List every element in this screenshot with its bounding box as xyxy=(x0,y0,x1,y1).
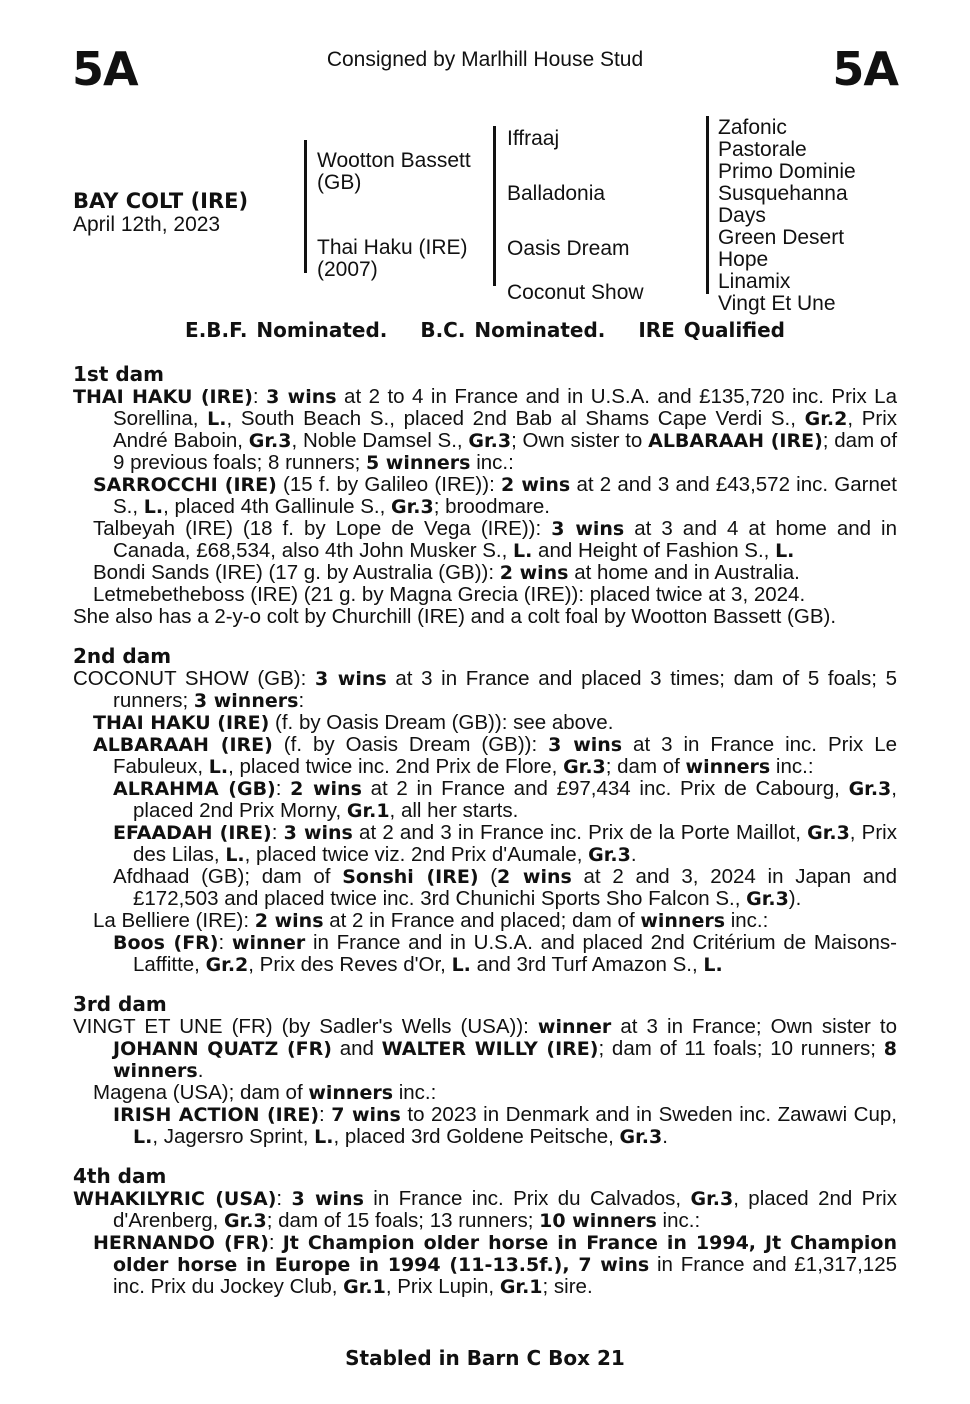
nominations-line xyxy=(0,318,970,342)
entry-text: at 2 and 3 and £43,572 inc. Garnet S., xyxy=(113,473,897,518)
entry-text: in France inc. Prix du Calvados, xyxy=(363,1187,691,1210)
horse-name: BAY COLT (IRE) xyxy=(73,189,249,213)
entry-text: COCONUT SHOW (GB): xyxy=(73,667,315,690)
pedigree-gen3-7: Hope xyxy=(718,248,769,271)
entry-text: ; sire. xyxy=(542,1275,593,1298)
pedigree-bracket-1 xyxy=(304,140,307,273)
entry-text: ; dam of 15 foals; 13 runners; xyxy=(266,1209,540,1232)
pedigree-gen3-4: Susquehanna xyxy=(718,182,848,205)
pedigree-entry xyxy=(73,1104,897,1148)
pedigree-dam-year: (2007) xyxy=(317,258,378,281)
entry-text: : xyxy=(275,777,291,800)
bold-text: Gr.3 xyxy=(619,1126,663,1148)
foaling-date: April 12th, 2023 xyxy=(73,213,221,236)
bold-text: 8 winners xyxy=(113,1038,897,1082)
bold-text: L. xyxy=(143,496,164,518)
section-title: 2nd dam xyxy=(73,644,172,668)
entry-text: , placed twice inc. 2nd Prix de Flore, xyxy=(228,755,564,778)
entry-text: at 3 in France and placed 3 times; dam of 5 foals; 5 runners; xyxy=(113,667,897,712)
entry-text: : xyxy=(271,821,284,844)
bold-text: THAI HAKU (IRE) xyxy=(73,386,253,408)
entry-text: : xyxy=(268,1231,283,1254)
pedigree-gen2-3: Oasis Dream xyxy=(507,237,630,260)
entry-text: ; Own sister to xyxy=(511,429,649,452)
bold-text: Gr.1 xyxy=(343,1276,386,1298)
bold-text: ALRAHMA (GB) xyxy=(113,778,276,800)
bold-text: 2 wins xyxy=(499,562,569,584)
entry-text: at 2 and 3 in France inc. Prix de la Porte Maillot, xyxy=(352,821,808,844)
entry-text: and xyxy=(331,1037,382,1060)
entry-text: , all her starts. xyxy=(389,799,519,822)
bold-text: Sonshi (IRE) xyxy=(342,866,479,888)
pedigree-entry xyxy=(73,1232,897,1298)
bold-text: Gr.3 xyxy=(224,1210,267,1232)
dam-section xyxy=(73,644,897,976)
bold-text: Gr.1 xyxy=(346,800,390,822)
dam-section xyxy=(73,992,897,1148)
bold-text: Boos (FR) xyxy=(113,932,219,954)
entry-text: at 3 in France inc. Prix Le Fabuleux, xyxy=(113,733,897,778)
entry-text: Bondi Sands (IRE) (17 g. by Australia (GB)): xyxy=(93,561,500,584)
entry-text: at 2 to 4 in France and in U.S.A. and £135,720 inc. Prix La Sorellina, xyxy=(113,385,897,430)
pedigree-gen3-5: Days xyxy=(718,204,766,227)
entry-text: Afdhaad (GB); dam of xyxy=(113,865,343,888)
entry-text: in France and in U.S.A. and placed 2nd Critérium de Maisons-Laffitte, xyxy=(133,931,897,976)
entry-text: , Prix des Reves d'Or, xyxy=(248,953,452,976)
pedigree-entry xyxy=(73,562,897,584)
pedigree-entry xyxy=(73,518,897,562)
bold-text: Gr.1 xyxy=(499,1276,543,1298)
bold-text: L. xyxy=(314,1126,334,1148)
pedigree-entry xyxy=(73,712,897,734)
bold-text: 3 wins xyxy=(548,734,623,756)
bold-text: Gr.3 xyxy=(807,822,850,844)
pedigree-gen2-4: Coconut Show xyxy=(507,281,644,304)
bold-text: WHAKILYRIC (USA) xyxy=(73,1188,277,1210)
pedigree-gen3-1: Zafonic xyxy=(718,116,787,139)
pedigree-entry xyxy=(73,606,897,628)
bold-text: SARROCCHI (IRE) xyxy=(93,474,277,496)
entry-text: , Prix des Lilas, xyxy=(133,821,897,866)
bold-text: 3 wins xyxy=(551,518,625,540)
pedigree-dam xyxy=(317,237,468,281)
bold-text: EFAADAH (IRE) xyxy=(113,822,272,844)
entry-text: ; dam of 9 previous foals; 8 runners; xyxy=(113,429,898,474)
bold-text: L. xyxy=(703,954,723,976)
pedigree-sire-name: Wootton Bassett xyxy=(317,149,471,172)
bold-text: 3 wins xyxy=(314,668,387,690)
entry-text: inc.: xyxy=(725,909,769,932)
bold-text: Gr.3 xyxy=(248,430,292,452)
bold-text: HERNANDO (FR) xyxy=(93,1232,269,1254)
entry-text: at 2 in France and placed; dam of xyxy=(323,909,641,932)
bold-text: Gr.3 xyxy=(563,756,606,778)
bold-text: Gr.2 xyxy=(205,954,249,976)
pedigree-dam-name: Thai Haku (IRE) xyxy=(317,236,468,259)
bold-text: 2 wins xyxy=(254,910,324,932)
entry-text: Talbeyah (IRE) (18 f. by Lope de Vega (IRE)): xyxy=(93,517,552,540)
pedigree-entry xyxy=(73,1016,897,1082)
entry-text: . xyxy=(630,843,637,866)
bold-text: 3 wins xyxy=(266,386,337,408)
entry-text: , South Beach S., placed 2nd Bab al Shams Cape Verdi S., xyxy=(226,407,805,430)
entry-text: inc.: xyxy=(656,1209,701,1232)
bold-text: winner xyxy=(537,1016,612,1038)
entry-text: : xyxy=(319,1103,332,1126)
bold-text: 3 wins xyxy=(283,822,353,844)
entry-text: , placed 3rd Goldene Peitsche, xyxy=(333,1125,620,1148)
bold-text: 3 wins xyxy=(291,1188,364,1210)
bold-text: IRISH ACTION (IRE) xyxy=(113,1104,320,1126)
bold-text: 2 wins xyxy=(500,474,571,496)
entry-text: at 3 in France; Own sister to xyxy=(611,1015,897,1038)
pedigree-entry xyxy=(73,386,897,474)
entry-text: at 3 and 4 at home and in Canada, £68,534, also 4th John Musker S., xyxy=(113,517,897,562)
entry-text: to 2023 in Denmark and in Sweden inc. Zawawi Cup, xyxy=(400,1103,897,1126)
lot-number-left: 5A xyxy=(72,42,138,96)
pedigree-gen3-2: Pastorale xyxy=(718,138,807,161)
section-title: 4th dam xyxy=(73,1164,167,1188)
entry-text: VINGT ET UNE (FR) (by Sadler's Wells (USA)): xyxy=(73,1015,538,1038)
pedigree-entry xyxy=(73,932,897,976)
pedigree-gen3-8: Linamix xyxy=(718,270,791,293)
dam-section xyxy=(73,362,897,628)
stabling-info: Stabled in Barn C Box 21 xyxy=(345,1346,625,1370)
bold-text: ALBARAAH (IRE) xyxy=(648,430,823,452)
bold-text: Gr.3 xyxy=(848,778,892,800)
entry-text: : xyxy=(252,385,267,408)
bold-text: winners xyxy=(640,910,726,932)
entry-text: ; broodmare. xyxy=(433,495,550,518)
entry-text: La Belliere (IRE): xyxy=(93,909,255,932)
bold-text: 3 winners xyxy=(193,690,299,712)
bold-text: L. xyxy=(208,756,229,778)
entry-text: (f. by Oasis Dream (GB)): xyxy=(272,733,549,756)
bold-text: L. xyxy=(133,1126,153,1148)
bold-text: winners xyxy=(685,756,771,778)
pedigree-entry xyxy=(73,584,897,606)
bold-text: ALBARAAH (IRE) xyxy=(93,734,273,756)
entry-text: , placed 2nd Prix Morny, xyxy=(133,777,897,822)
bold-text: JOHANN QUATZ (FR) xyxy=(113,1038,332,1060)
pedigree-gen3-9: Vingt Et Une xyxy=(718,292,836,315)
entry-text: She also has a 2-y-o colt by Churchill (IRE) and a colt foal by Wootton Bassett (GB). xyxy=(73,605,837,628)
bold-text: 2 wins xyxy=(497,866,572,888)
dam-section xyxy=(73,1164,897,1298)
entry-text: ). xyxy=(788,887,802,910)
bold-text: Gr.3 xyxy=(391,496,434,518)
pedigree-entry xyxy=(73,734,897,778)
entry-text: (15 f. by Galileo (IRE)): xyxy=(276,473,501,496)
lot-number-right: 5A xyxy=(832,42,898,96)
pedigree-entry xyxy=(73,1082,897,1104)
pedigree-gen3-list xyxy=(718,117,856,315)
pedigree-entry xyxy=(73,778,897,822)
entry-text: : xyxy=(298,689,305,712)
entry-text: and Height of Fashion S., xyxy=(532,539,776,562)
bold-text: WALTER WILLY (IRE) xyxy=(381,1038,599,1060)
pedigree-entry xyxy=(73,910,897,932)
bold-text: THAI HAKU (IRE) xyxy=(93,712,270,734)
entry-text: Magena (USA); dam of xyxy=(93,1081,309,1104)
bold-text: Jt Champion older horse in France in 1994, Jt Champion older horse in Europe in 1994 (11-13.5f.), 7 wins xyxy=(113,1232,897,1276)
entry-text: inc.: xyxy=(470,451,514,474)
pedigree-entry xyxy=(73,866,897,910)
entry-text: and 3rd Turf Amazon S., xyxy=(470,953,704,976)
bold-text: Gr.3 xyxy=(588,844,631,866)
nomination-ebf: E.B.F. Nominated. xyxy=(185,318,388,342)
entry-text: , placed 4th Gallinule S., xyxy=(163,495,392,518)
pedigree-bracket-3 xyxy=(706,116,709,294)
nomination-bc: B.C. Nominated. xyxy=(420,318,606,342)
bold-text: Gr.3 xyxy=(468,430,512,452)
consignor-line: Consigned by Marlhill House Stud xyxy=(326,48,644,71)
bold-text: Gr.3 xyxy=(746,888,789,910)
entry-text: : xyxy=(218,931,232,954)
pedigree-gen2-1: Iffraaj xyxy=(507,127,560,150)
bold-text: winner xyxy=(231,932,306,954)
nomination-ire: IRE Qualified xyxy=(638,318,785,342)
pedigree-bracket-2 xyxy=(493,126,496,286)
entry-text: . xyxy=(197,1059,204,1082)
pedigree-entry xyxy=(73,822,897,866)
bold-text: winners xyxy=(308,1082,394,1104)
pedigree-sire xyxy=(317,150,471,194)
pedigree-entry xyxy=(73,668,897,712)
pedigree-gen2-2: Balladonia xyxy=(507,182,606,205)
bold-text: L. xyxy=(451,954,471,976)
entry-text: at home and in Australia. xyxy=(568,561,800,584)
pedigree-sire-country: (GB) xyxy=(317,171,362,194)
dam-sections xyxy=(73,362,897,1314)
section-title: 1st dam xyxy=(73,362,164,386)
entry-text: inc.: xyxy=(393,1081,437,1104)
pedigree-entry xyxy=(73,1188,897,1232)
entry-text: Letmebetheboss (IRE) (21 g. by Magna Grecia (IRE)): placed twice at 3, 2024. xyxy=(93,583,806,606)
entry-text: at 2 in France and £97,434 inc. Prix de Cabourg, xyxy=(361,777,849,800)
entry-text: , placed twice viz. 2nd Prix d'Aumale, xyxy=(244,843,589,866)
bold-text: Gr.2 xyxy=(804,408,848,430)
entry-text: , Prix Lupin, xyxy=(385,1275,500,1298)
entry-text: ; dam of 11 foals; 10 runners; xyxy=(598,1037,884,1060)
pedigree-entry xyxy=(73,474,897,518)
bold-text: 10 winners xyxy=(539,1210,657,1232)
section-title: 3rd dam xyxy=(73,992,167,1016)
bold-text: 2 wins xyxy=(290,778,362,800)
entry-text: at 2 and 3, 2024 in Japan and £172,503 and placed twice inc. 3rd Chunichi Sports Sho Falcon S., xyxy=(133,865,897,910)
pedigree-gen3-6: Green Desert xyxy=(718,226,845,249)
entry-text: . xyxy=(662,1125,668,1148)
horse-identity xyxy=(73,190,248,236)
entry-text: ; dam of xyxy=(605,755,686,778)
bold-text: 5 winners xyxy=(365,452,471,474)
bold-text: 7 wins xyxy=(331,1104,401,1126)
bold-text: L. xyxy=(207,408,227,430)
entry-text: , Jagersro Sprint, xyxy=(152,1125,315,1148)
bold-text: L. xyxy=(513,540,533,562)
entry-text: (f. by Oasis Dream (GB)): see above. xyxy=(269,711,614,734)
bold-text: L. xyxy=(225,844,245,866)
entry-text: inc.: xyxy=(770,755,814,778)
bold-text: Gr.3 xyxy=(690,1188,734,1210)
entry-text: , Noble Damsel S., xyxy=(291,429,469,452)
bold-text: L. xyxy=(775,540,795,562)
entry-text: in France and £1,317,125 inc. Prix du Jockey Club, xyxy=(113,1253,898,1298)
entry-text: , Prix André Baboin, xyxy=(113,407,897,452)
entry-text: ( xyxy=(478,865,498,888)
pedigree-gen3-3: Primo Dominie xyxy=(718,160,856,183)
entry-text: , placed 2nd Prix d'Arenberg, xyxy=(113,1187,897,1232)
entry-text: : xyxy=(276,1187,292,1210)
